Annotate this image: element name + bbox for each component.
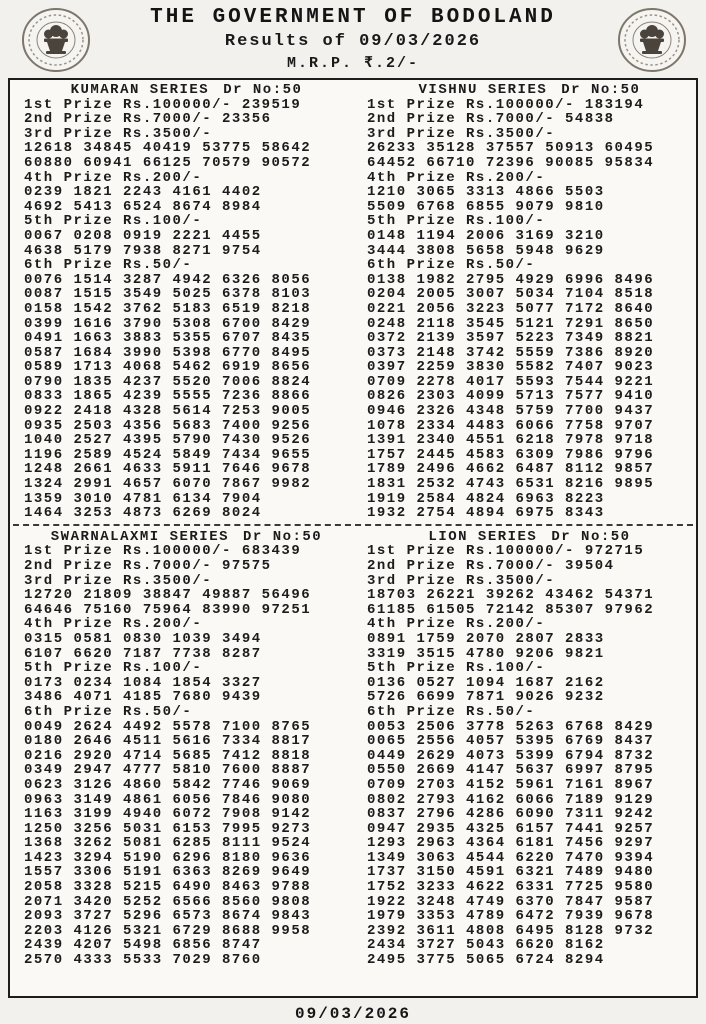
series-kumaran: [10, 83, 353, 521]
winning-numbers-row: 1752 3233 4622 6331 7725 9580: [367, 879, 655, 896]
prize-label: 3rd Prize Rs.3500/-: [24, 125, 213, 142]
winning-numbers-row: 1789 2496 4662 6487 8112 9857: [367, 461, 655, 478]
winning-numbers-row: 1349 3063 4544 6220 7470 9394: [367, 849, 655, 866]
prize-label: 4th Prize Rs.200/-: [24, 169, 203, 186]
winning-numbers-row: 0449 2629 4073 5399 6794 8732: [367, 747, 655, 764]
winning-numbers-row: 0221 2056 3223 5077 7172 8640: [367, 300, 655, 317]
series-title: [367, 83, 692, 98]
series-name: SWARNALAXMI SERIES: [50, 528, 229, 545]
winning-numbers-row: 1248 2661 4633 5911 7646 9678: [24, 461, 312, 478]
prize-label: 1st Prize Rs.100000/- 972715: [367, 543, 645, 560]
winning-numbers-row: 0065 2556 4057 5395 6769 8437: [367, 733, 655, 750]
winning-numbers-row: 60880 60941 66125 70579 90572: [24, 154, 312, 171]
winning-numbers-row: 0802 2793 4162 6066 7189 9129: [367, 791, 655, 808]
draw-number: Dr No:50: [223, 82, 303, 98]
winning-numbers-row: 61185 61505 72142 85307 97962: [367, 601, 655, 618]
winning-numbers-row: 0315 0581 0830 1039 3494: [24, 630, 262, 647]
winning-numbers-row: 0136 0527 1094 1687 2162: [367, 674, 605, 691]
draw-number: Dr No:50: [561, 82, 641, 98]
footer-date: 09/03/2026: [294, 1005, 411, 1023]
winning-numbers-row: 0891 1759 2070 2807 2833: [367, 630, 605, 647]
series-vishnu: [353, 83, 696, 521]
winning-numbers-row: 6107 6620 7187 7738 8287: [24, 645, 262, 662]
prize-label: 6th Prize Rs.50/-: [367, 257, 536, 274]
winning-numbers-row: 0826 2303 4099 5713 7577 9410: [367, 388, 655, 405]
winning-numbers-row: 2570 4333 5533 7029 8760: [24, 952, 262, 969]
page-title: THE GOVERNMENT OF BODOLAND: [150, 6, 556, 29]
winning-numbers-row: 0587 1684 3990 5398 6770 8495: [24, 344, 312, 361]
winning-numbers-row: 0399 1616 3790 5308 6700 8429: [24, 315, 312, 332]
prize-label: 4th Prize Rs.200/-: [367, 616, 546, 633]
dashed-separator: [13, 524, 693, 526]
winning-numbers-row: 0372 2139 3597 5223 7349 8821: [367, 330, 655, 347]
prize-label: 2nd Prize Rs.7000/- 39504: [367, 558, 615, 574]
draw-number: Dr No:50: [551, 528, 631, 545]
winning-numbers-row: 0239 1821 2243 4161 4402: [24, 184, 262, 201]
winning-numbers-row: 1979 3353 4789 6472 7939 9678: [367, 908, 655, 925]
winning-numbers-row: 0049 2624 4492 5578 7100 8765: [24, 718, 312, 735]
winning-numbers-row: 0963 3149 4861 6056 7846 9080: [24, 791, 312, 808]
winning-numbers-row: 12618 34845 40419 53775 58642: [24, 140, 312, 157]
series-name: KUMARAN SERIES: [70, 82, 210, 98]
winning-numbers-row: 64646 75160 75964 83990 97251: [24, 601, 312, 618]
winning-numbers-row: 2058 3328 5215 6490 8463 9788: [24, 879, 312, 896]
prize-label: 1st Prize Rs.100000/- 183194: [367, 96, 645, 113]
winning-numbers-row: 0623 3126 4860 5842 7746 9069: [24, 776, 312, 793]
winning-numbers-row: 0248 2118 3545 5121 7291 8650: [367, 315, 655, 332]
winning-numbers-row: 0397 2259 3830 5582 7407 9023: [367, 359, 655, 376]
winning-numbers-row: 2093 3727 5296 6573 8674 9843: [24, 908, 312, 925]
results-date-line: Results of 09/03/2026: [224, 32, 482, 51]
winning-numbers-row: 1737 3150 4591 6321 7489 9480: [367, 864, 655, 881]
winning-numbers-row: 1423 3294 5190 6296 8180 9636: [24, 849, 312, 866]
winning-numbers-row: 0349 2947 4777 5810 7600 8887: [24, 762, 312, 779]
prize-label: 5th Prize Rs.100/-: [24, 660, 203, 677]
winning-numbers-row: 1324 2991 4657 6070 7867 9982: [24, 476, 312, 493]
winning-numbers-row: 2203 4126 5321 6729 8688 9958: [24, 922, 312, 939]
prize-list: [24, 98, 349, 521]
winning-numbers-row: 3319 3515 4780 9206 9821: [367, 645, 605, 662]
prize-label: 6th Prize Rs.50/-: [24, 703, 193, 720]
prize-label: 5th Prize Rs.100/-: [367, 213, 546, 230]
winning-numbers-row: 0076 1514 3287 4942 6326 8056: [24, 271, 312, 288]
header: [0, 0, 706, 78]
prize-label: 6th Prize Rs.50/-: [24, 257, 193, 274]
winning-numbers-row: 0709 2278 4017 5593 7544 9221: [367, 373, 655, 390]
series-name: VISHNU SERIES: [418, 82, 548, 98]
mrp-line: M.R.P. ₹.2/-: [286, 55, 420, 72]
winning-numbers-row: 1250 3256 5031 6153 7995 9273: [24, 820, 312, 837]
winning-numbers-row: 64452 66710 72396 90085 95834: [367, 154, 655, 171]
winning-numbers-row: 1922 3248 4749 6370 7847 9587: [367, 893, 655, 910]
prize-label: 4th Prize Rs.200/-: [367, 169, 546, 186]
winning-numbers-row: 0790 1835 4237 5520 7006 8824: [24, 373, 312, 390]
government-seal-icon: [20, 6, 92, 74]
prize-label: 4th Prize Rs.200/-: [24, 616, 203, 633]
winning-numbers-row: 0087 1515 3549 5025 6378 8103: [24, 286, 312, 303]
winning-numbers-row: 0216 2920 4714 5685 7412 8818: [24, 747, 312, 764]
results-box: [8, 78, 698, 998]
winning-numbers-row: 1557 3306 5191 6363 8269 9649: [24, 864, 312, 881]
winning-numbers-row: 1391 2340 4551 6218 7978 9718: [367, 432, 655, 449]
series-lion: [353, 530, 696, 968]
prize-label: 3rd Prize Rs.3500/-: [24, 572, 213, 589]
winning-numbers-row: 12720 21809 38847 49887 56496: [24, 587, 312, 604]
winning-numbers-row: 1196 2589 4524 5849 7434 9655: [24, 446, 312, 463]
winning-numbers-row: 0173 0234 1084 1854 3327: [24, 674, 262, 691]
winning-numbers-row: 0550 2669 4147 5637 6997 8795: [367, 762, 655, 779]
winning-numbers-row: 1040 2527 4395 5790 7430 9526: [24, 432, 312, 449]
government-seal-icon: [616, 6, 688, 74]
prize-label: 2nd Prize Rs.7000/- 23356: [24, 111, 272, 128]
winning-numbers-row: 0204 2005 3007 5034 7104 8518: [367, 286, 655, 303]
prize-list: [367, 544, 692, 967]
winning-numbers-row: 1464 3253 4873 6269 8024: [24, 505, 262, 522]
winning-numbers-row: 0833 1865 4239 5555 7236 8866: [24, 388, 312, 405]
prize-label: 1st Prize Rs.100000/- 239519: [24, 96, 302, 113]
winning-numbers-row: 2071 3420 5252 6566 8560 9808: [24, 893, 312, 910]
winning-numbers-row: 0709 2703 4152 5961 7161 8967: [367, 776, 655, 793]
winning-numbers-row: 2439 4207 5498 6856 8747: [24, 937, 262, 954]
winning-numbers-row: 1293 2963 4364 6181 7456 9297: [367, 835, 655, 852]
winning-numbers-row: 1919 2584 4824 6963 8223: [367, 490, 605, 507]
winning-numbers-row: 1368 3262 5081 6285 8111 9524: [24, 835, 312, 852]
top-half: [10, 80, 696, 521]
winning-numbers-row: 0180 2646 4511 5616 7334 8817: [24, 733, 312, 750]
winning-numbers-row: 0158 1542 3762 5183 6519 8218: [24, 300, 312, 317]
draw-number: Dr No:50: [243, 528, 323, 545]
winning-numbers-row: 1359 3010 4781 6134 7904: [24, 490, 262, 507]
prize-list: [367, 98, 692, 521]
winning-numbers-row: 1163 3199 4940 6072 7908 9142: [24, 806, 312, 823]
prize-label: 3rd Prize Rs.3500/-: [367, 125, 556, 142]
series-title: [367, 530, 692, 545]
winning-numbers-row: 2434 3727 5043 6620 8162: [367, 937, 605, 954]
prize-label: 2nd Prize Rs.7000/- 54838: [367, 111, 615, 128]
winning-numbers-row: 0589 1713 4068 5462 6919 8656: [24, 359, 312, 376]
series-title: [24, 83, 349, 98]
prize-label: 3rd Prize Rs.3500/-: [367, 572, 556, 589]
series-title: [24, 530, 349, 545]
winning-numbers-row: 0922 2418 4328 5614 7253 9005: [24, 403, 312, 420]
prize-label: 5th Prize Rs.100/-: [367, 660, 546, 677]
winning-numbers-row: 4638 5179 7938 8271 9754: [24, 242, 262, 259]
prize-label: 6th Prize Rs.50/-: [367, 703, 536, 720]
winning-numbers-row: 0946 2326 4348 5759 7700 9437: [367, 403, 655, 420]
winning-numbers-row: 26233 35128 37557 50913 60495: [367, 140, 655, 157]
winning-numbers-row: 0067 0208 0919 2221 4455: [24, 227, 262, 244]
winning-numbers-row: 3444 3808 5658 5948 9629: [367, 242, 605, 259]
winning-numbers-row: 0491 1663 3883 5355 6707 8435: [24, 330, 312, 347]
winning-numbers-row: 0053 2506 3778 5263 6768 8429: [367, 718, 655, 735]
winning-numbers-row: 0373 2148 3742 5559 7386 8920: [367, 344, 655, 361]
prize-label: 2nd Prize Rs.7000/- 97575: [24, 558, 272, 574]
series-swarnalaxmi: [10, 530, 353, 968]
winning-numbers-row: 0935 2503 4356 5683 7400 9256: [24, 417, 312, 434]
winning-numbers-row: 18703 26221 39262 43462 54371: [367, 587, 655, 604]
bottom-half: [10, 527, 696, 968]
winning-numbers-row: 2392 3611 4808 6495 8128 9732: [367, 922, 655, 939]
winning-numbers-row: 1831 2532 4743 6531 8216 9895: [367, 476, 655, 493]
winning-numbers-row: 1757 2445 4583 6309 7986 9796: [367, 446, 655, 463]
winning-numbers-row: 4692 5413 6524 8674 8984: [24, 198, 262, 215]
winning-numbers-row: 0947 2935 4325 6157 7441 9257: [367, 820, 655, 837]
winning-numbers-row: 5726 6699 7871 9026 9232: [367, 689, 605, 706]
prize-label: 1st Prize Rs.100000/- 683439: [24, 543, 302, 560]
winning-numbers-row: 1210 3065 3313 4866 5503: [367, 184, 605, 201]
winning-numbers-row: 0148 1194 2006 3169 3210: [367, 227, 605, 244]
winning-numbers-row: 1078 2334 4483 6066 7758 9707: [367, 417, 655, 434]
prize-label: 5th Prize Rs.100/-: [24, 213, 203, 230]
winning-numbers-row: 0138 1982 2795 4929 6996 8496: [367, 271, 655, 288]
winning-numbers-row: 3486 4071 4185 7680 9439: [24, 689, 262, 706]
winning-numbers-row: 5509 6768 6855 9079 9810: [367, 198, 605, 215]
winning-numbers-row: 1932 2754 4894 6975 8343: [367, 505, 605, 522]
winning-numbers-row: 0837 2796 4286 6090 7311 9242: [367, 806, 655, 823]
winning-numbers-row: 2495 3775 5065 6724 8294: [367, 952, 605, 969]
prize-list: [24, 544, 349, 967]
series-name: LION SERIES: [428, 528, 538, 545]
